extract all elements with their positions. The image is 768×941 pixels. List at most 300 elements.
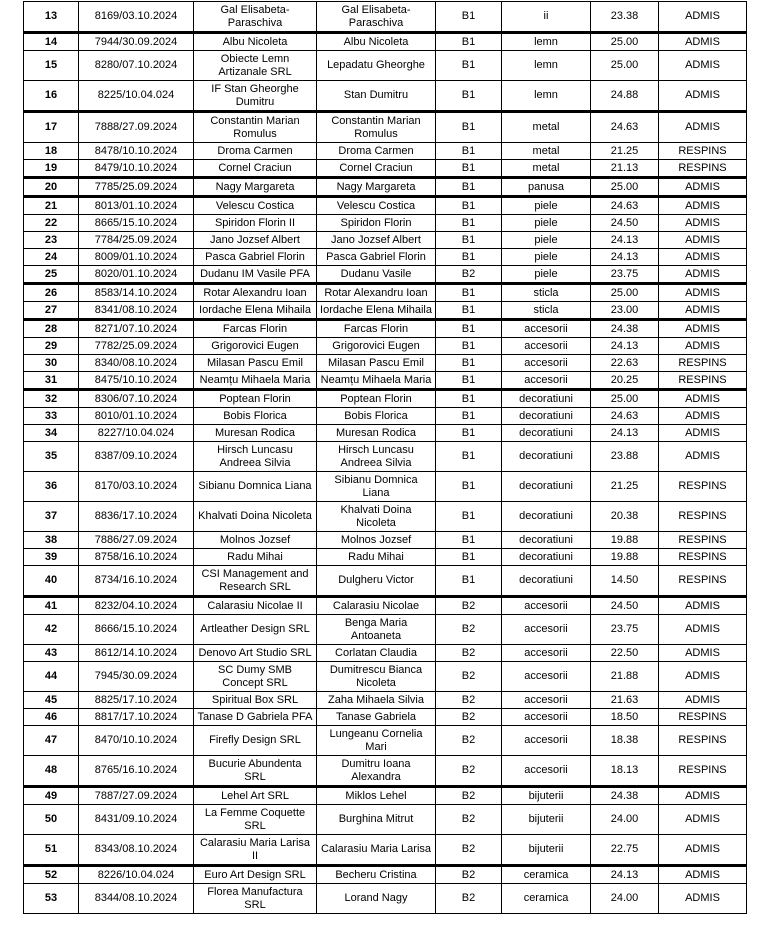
- registration-cell: 8306/07.10.2024: [79, 390, 194, 408]
- applicant-cell: Milasan Pascu Emil: [194, 355, 317, 372]
- table-row: [24, 355, 747, 372]
- section-cell: ceramica: [502, 866, 591, 884]
- registration-cell: 8734/16.10.2024: [79, 566, 194, 597]
- applicant-cell: Iordache Elena Mihaila: [194, 302, 317, 320]
- score-cell: 19.88: [591, 532, 659, 549]
- applicant-cell: Pasca Gabriel Florin: [194, 249, 317, 266]
- applicant-cell: Albu Nicoleta: [194, 33, 317, 51]
- registration-cell: 8431/09.10.2024: [79, 805, 194, 835]
- row-number-cell: 50: [24, 805, 79, 835]
- result-cell: RESPINS: [659, 143, 747, 160]
- section-cell: ii: [502, 2, 591, 33]
- score-cell: 24.38: [591, 320, 659, 338]
- section-cell: sticla: [502, 284, 591, 302]
- registration-cell: 8271/07.10.2024: [79, 320, 194, 338]
- result-cell: ADMIS: [659, 866, 747, 884]
- row-number-cell: 19: [24, 160, 79, 178]
- result-cell: ADMIS: [659, 2, 747, 33]
- registration-cell: 8470/10.10.2024: [79, 726, 194, 756]
- applicant-cell: Nagy Margareta: [194, 178, 317, 197]
- registration-cell: 8341/08.10.2024: [79, 302, 194, 320]
- category-cell: B2: [436, 884, 502, 914]
- applicant-cell: Dudanu IM Vasile PFA: [194, 266, 317, 284]
- registration-cell: 8387/09.10.2024: [79, 442, 194, 472]
- score-cell: 23.38: [591, 2, 659, 33]
- row-number-cell: 43: [24, 645, 79, 662]
- registration-cell: 8817/17.10.2024: [79, 709, 194, 726]
- applicant-cell: Rotar Alexandru Ioan: [194, 284, 317, 302]
- result-cell: ADMIS: [659, 692, 747, 709]
- representative-cell: Sibianu Domnica Liana: [317, 472, 436, 502]
- table-row: [24, 249, 747, 266]
- section-cell: metal: [502, 112, 591, 143]
- applicant-cell: Neamțu Mihaela Maria: [194, 372, 317, 390]
- section-cell: decoratiuni: [502, 442, 591, 472]
- score-cell: 14.50: [591, 566, 659, 597]
- score-cell: 22.50: [591, 645, 659, 662]
- table-row: [24, 472, 747, 502]
- table-row: [24, 215, 747, 232]
- category-cell: B2: [436, 866, 502, 884]
- applicant-cell: Sibianu Domnica Liana: [194, 472, 317, 502]
- result-cell: RESPINS: [659, 472, 747, 502]
- registration-cell: 7886/27.09.2024: [79, 532, 194, 549]
- representative-cell: Zaha Mihaela Silvia: [317, 692, 436, 709]
- section-cell: piele: [502, 215, 591, 232]
- table-row: [24, 615, 747, 645]
- applicant-cell: Droma Carmen: [194, 143, 317, 160]
- result-cell: RESPINS: [659, 549, 747, 566]
- row-number-cell: 29: [24, 338, 79, 355]
- category-cell: B1: [436, 33, 502, 51]
- category-cell: B1: [436, 472, 502, 502]
- category-cell: B2: [436, 615, 502, 645]
- score-cell: 23.75: [591, 266, 659, 284]
- result-cell: ADMIS: [659, 266, 747, 284]
- category-cell: B1: [436, 390, 502, 408]
- category-cell: B1: [436, 2, 502, 33]
- category-cell: B1: [436, 532, 502, 549]
- row-number-cell: 22: [24, 215, 79, 232]
- representative-cell: Gal Elisabeta-Paraschiva: [317, 2, 436, 33]
- representative-cell: Stan Dumitru: [317, 81, 436, 112]
- category-cell: B2: [436, 692, 502, 709]
- score-cell: 21.25: [591, 143, 659, 160]
- row-number-cell: 48: [24, 756, 79, 787]
- table-row: [24, 81, 747, 112]
- registration-cell: 8227/10.04.024: [79, 425, 194, 442]
- registration-cell: 8612/14.10.2024: [79, 645, 194, 662]
- registration-cell: 8344/08.10.2024: [79, 884, 194, 914]
- score-cell: 24.13: [591, 425, 659, 442]
- applicant-cell: Grigorovici Eugen: [194, 338, 317, 355]
- section-cell: accesorii: [502, 597, 591, 615]
- score-cell: 24.13: [591, 249, 659, 266]
- representative-cell: Spiridon Florin: [317, 215, 436, 232]
- section-cell: decoratiuni: [502, 408, 591, 425]
- row-number-cell: 13: [24, 2, 79, 33]
- section-cell: decoratiuni: [502, 390, 591, 408]
- representative-cell: Neamțu Mihaela Maria: [317, 372, 436, 390]
- registration-cell: 8020/01.10.2024: [79, 266, 194, 284]
- representative-cell: Molnos Jozsef: [317, 532, 436, 549]
- table-row: [24, 866, 747, 884]
- result-cell: ADMIS: [659, 425, 747, 442]
- section-cell: decoratiuni: [502, 532, 591, 549]
- registration-cell: 8169/03.10.2024: [79, 2, 194, 33]
- applicant-cell: Florea Manufactura SRL: [194, 884, 317, 914]
- category-cell: B1: [436, 232, 502, 249]
- representative-cell: Benga Maria Antoaneta: [317, 615, 436, 645]
- registration-cell: 8343/08.10.2024: [79, 835, 194, 866]
- section-cell: piele: [502, 232, 591, 249]
- table-row: [24, 787, 747, 805]
- result-cell: ADMIS: [659, 615, 747, 645]
- result-cell: ADMIS: [659, 835, 747, 866]
- registration-cell: 8665/15.10.2024: [79, 215, 194, 232]
- category-cell: B1: [436, 197, 502, 215]
- row-number-cell: 42: [24, 615, 79, 645]
- row-number-cell: 27: [24, 302, 79, 320]
- table-row: [24, 884, 747, 914]
- section-cell: sticla: [502, 302, 591, 320]
- result-cell: ADMIS: [659, 33, 747, 51]
- category-cell: B2: [436, 835, 502, 866]
- category-cell: B2: [436, 726, 502, 756]
- result-cell: ADMIS: [659, 197, 747, 215]
- applicant-cell: IF Stan Gheorghe Dumitru: [194, 81, 317, 112]
- section-cell: accesorii: [502, 692, 591, 709]
- row-number-cell: 49: [24, 787, 79, 805]
- row-number-cell: 21: [24, 197, 79, 215]
- result-cell: RESPINS: [659, 756, 747, 787]
- result-cell: ADMIS: [659, 112, 747, 143]
- table-row: [24, 532, 747, 549]
- score-cell: 23.88: [591, 442, 659, 472]
- applicant-cell: Denovo Art Studio SRL: [194, 645, 317, 662]
- result-cell: RESPINS: [659, 566, 747, 597]
- table-row: [24, 232, 747, 249]
- result-cell: RESPINS: [659, 726, 747, 756]
- row-number-cell: 51: [24, 835, 79, 866]
- applicant-cell: CSI Management and Research SRL: [194, 566, 317, 597]
- table-row: [24, 390, 747, 408]
- result-cell: ADMIS: [659, 805, 747, 835]
- score-cell: 21.63: [591, 692, 659, 709]
- registration-cell: 7782/25.09.2024: [79, 338, 194, 355]
- applicant-cell: Obiecte Lemn Artizanale SRL: [194, 51, 317, 81]
- result-cell: ADMIS: [659, 338, 747, 355]
- representative-cell: Muresan Rodica: [317, 425, 436, 442]
- row-number-cell: 30: [24, 355, 79, 372]
- registration-cell: 8836/17.10.2024: [79, 502, 194, 532]
- applicant-cell: Jano Jozsef Albert: [194, 232, 317, 249]
- registration-cell: 8478/10.10.2024: [79, 143, 194, 160]
- score-cell: 18.13: [591, 756, 659, 787]
- table-row: [24, 2, 747, 33]
- table-row: [24, 502, 747, 532]
- row-number-cell: 33: [24, 408, 79, 425]
- representative-cell: Poptean Florin: [317, 390, 436, 408]
- table-row: [24, 302, 747, 320]
- applicant-cell: SC Dumy SMB Concept SRL: [194, 662, 317, 692]
- score-cell: 20.38: [591, 502, 659, 532]
- row-number-cell: 28: [24, 320, 79, 338]
- category-cell: B2: [436, 266, 502, 284]
- row-number-cell: 24: [24, 249, 79, 266]
- score-cell: 20.25: [591, 372, 659, 390]
- result-cell: ADMIS: [659, 178, 747, 197]
- score-cell: 23.00: [591, 302, 659, 320]
- score-cell: 24.63: [591, 112, 659, 143]
- score-cell: 18.50: [591, 709, 659, 726]
- score-cell: 25.00: [591, 178, 659, 197]
- representative-cell: Dumitru Ioana Alexandra: [317, 756, 436, 787]
- table-row: [24, 645, 747, 662]
- applicant-cell: Artleather Design SRL: [194, 615, 317, 645]
- row-number-cell: 39: [24, 549, 79, 566]
- table-row: [24, 112, 747, 143]
- section-cell: decoratiuni: [502, 549, 591, 566]
- score-cell: 24.13: [591, 232, 659, 249]
- applicant-cell: Bucurie Abundenta SRL: [194, 756, 317, 787]
- section-cell: piele: [502, 249, 591, 266]
- result-cell: ADMIS: [659, 284, 747, 302]
- representative-cell: Velescu Costica: [317, 197, 436, 215]
- registration-cell: 8583/14.10.2024: [79, 284, 194, 302]
- result-cell: ADMIS: [659, 390, 747, 408]
- score-cell: 22.75: [591, 835, 659, 866]
- table-row: [24, 835, 747, 866]
- result-cell: ADMIS: [659, 884, 747, 914]
- score-cell: 24.50: [591, 215, 659, 232]
- result-cell: ADMIS: [659, 597, 747, 615]
- row-number-cell: 16: [24, 81, 79, 112]
- section-cell: bijuterii: [502, 835, 591, 866]
- row-number-cell: 40: [24, 566, 79, 597]
- row-number-cell: 31: [24, 372, 79, 390]
- representative-cell: Cornel Craciun: [317, 160, 436, 178]
- result-cell: ADMIS: [659, 408, 747, 425]
- section-cell: accesorii: [502, 615, 591, 645]
- table-row: [24, 726, 747, 756]
- table-row: [24, 692, 747, 709]
- registration-cell: 8226/10.04.024: [79, 866, 194, 884]
- row-number-cell: 45: [24, 692, 79, 709]
- category-cell: B1: [436, 320, 502, 338]
- applicant-cell: Cornel Craciun: [194, 160, 317, 178]
- registration-cell: 7945/30.09.2024: [79, 662, 194, 692]
- score-cell: 24.63: [591, 408, 659, 425]
- applicant-cell: Lehel Art SRL: [194, 787, 317, 805]
- row-number-cell: 41: [24, 597, 79, 615]
- applicant-cell: Hirsch Luncasu Andreea Silvia: [194, 442, 317, 472]
- registration-cell: 8825/17.10.2024: [79, 692, 194, 709]
- score-cell: 24.63: [591, 197, 659, 215]
- section-cell: accesorii: [502, 320, 591, 338]
- registration-cell: 8009/01.10.2024: [79, 249, 194, 266]
- score-cell: 21.88: [591, 662, 659, 692]
- applicant-cell: Constantin Marian Romulus: [194, 112, 317, 143]
- result-cell: ADMIS: [659, 302, 747, 320]
- representative-cell: Lorand Nagy: [317, 884, 436, 914]
- row-number-cell: 37: [24, 502, 79, 532]
- category-cell: B1: [436, 502, 502, 532]
- result-cell: ADMIS: [659, 215, 747, 232]
- score-cell: 18.38: [591, 726, 659, 756]
- registration-cell: 8666/15.10.2024: [79, 615, 194, 645]
- result-cell: RESPINS: [659, 160, 747, 178]
- category-cell: B2: [436, 597, 502, 615]
- score-cell: 23.75: [591, 615, 659, 645]
- representative-cell: Pasca Gabriel Florin: [317, 249, 436, 266]
- representative-cell: Hirsch Luncasu Andreea Silvia: [317, 442, 436, 472]
- registration-cell: 8010/01.10.2024: [79, 408, 194, 425]
- category-cell: B1: [436, 425, 502, 442]
- section-cell: bijuterii: [502, 805, 591, 835]
- category-cell: B1: [436, 566, 502, 597]
- representative-cell: Farcas Florin: [317, 320, 436, 338]
- category-cell: B1: [436, 302, 502, 320]
- table-row: [24, 178, 747, 197]
- representative-cell: Calarasiu Maria Larisa: [317, 835, 436, 866]
- score-cell: 19.88: [591, 549, 659, 566]
- row-number-cell: 46: [24, 709, 79, 726]
- registration-cell: 8225/10.04.024: [79, 81, 194, 112]
- category-cell: B1: [436, 160, 502, 178]
- table-row: [24, 197, 747, 215]
- category-cell: B1: [436, 112, 502, 143]
- representative-cell: Dumitrescu Bianca Nicoleta: [317, 662, 436, 692]
- section-cell: piele: [502, 266, 591, 284]
- table-row: [24, 320, 747, 338]
- category-cell: B2: [436, 645, 502, 662]
- section-cell: accesorii: [502, 709, 591, 726]
- applicant-cell: Tanase D Gabriela PFA: [194, 709, 317, 726]
- representative-cell: Dudanu Vasile: [317, 266, 436, 284]
- applicant-cell: Molnos Jozsef: [194, 532, 317, 549]
- applicant-cell: Spiritual Box SRL: [194, 692, 317, 709]
- registration-cell: 8765/16.10.2024: [79, 756, 194, 787]
- row-number-cell: 36: [24, 472, 79, 502]
- representative-cell: Burghina Mitrut: [317, 805, 436, 835]
- score-cell: 21.25: [591, 472, 659, 502]
- table-row: [24, 549, 747, 566]
- score-cell: 24.88: [591, 81, 659, 112]
- table-row: [24, 805, 747, 835]
- score-cell: 24.38: [591, 787, 659, 805]
- table-row: [24, 756, 747, 787]
- registration-cell: 8232/04.10.2024: [79, 597, 194, 615]
- table-row: [24, 597, 747, 615]
- table-row: [24, 143, 747, 160]
- score-cell: 25.00: [591, 284, 659, 302]
- table-row: [24, 51, 747, 81]
- score-cell: 24.00: [591, 884, 659, 914]
- section-cell: piele: [502, 197, 591, 215]
- registration-cell: 7784/25.09.2024: [79, 232, 194, 249]
- representative-cell: Bobis Florica: [317, 408, 436, 425]
- representative-cell: Lepadatu Gheorghe: [317, 51, 436, 81]
- category-cell: B1: [436, 215, 502, 232]
- applicant-cell: Velescu Costica: [194, 197, 317, 215]
- row-number-cell: 20: [24, 178, 79, 197]
- representative-cell: Corlatan Claudia: [317, 645, 436, 662]
- section-cell: accesorii: [502, 372, 591, 390]
- registration-cell: 7887/27.09.2024: [79, 787, 194, 805]
- table-row: [24, 408, 747, 425]
- category-cell: B2: [436, 662, 502, 692]
- table-row: [24, 372, 747, 390]
- section-cell: ceramica: [502, 884, 591, 914]
- table-row: [24, 425, 747, 442]
- score-cell: 21.13: [591, 160, 659, 178]
- section-cell: decoratiuni: [502, 566, 591, 597]
- category-cell: B1: [436, 355, 502, 372]
- row-number-cell: 26: [24, 284, 79, 302]
- representative-cell: Calarasiu Nicolae: [317, 597, 436, 615]
- section-cell: accesorii: [502, 355, 591, 372]
- result-cell: RESPINS: [659, 355, 747, 372]
- row-number-cell: 18: [24, 143, 79, 160]
- representative-cell: Dulgheru Victor: [317, 566, 436, 597]
- applicant-cell: Firefly Design SRL: [194, 726, 317, 756]
- results-table-body: [24, 2, 747, 914]
- registration-cell: 8013/01.10.2024: [79, 197, 194, 215]
- representative-cell: Albu Nicoleta: [317, 33, 436, 51]
- category-cell: B1: [436, 338, 502, 355]
- row-number-cell: 53: [24, 884, 79, 914]
- row-number-cell: 34: [24, 425, 79, 442]
- representative-cell: Radu Mihai: [317, 549, 436, 566]
- table-row: [24, 662, 747, 692]
- section-cell: bijuterii: [502, 787, 591, 805]
- representative-cell: Droma Carmen: [317, 143, 436, 160]
- representative-cell: Nagy Margareta: [317, 178, 436, 197]
- result-cell: ADMIS: [659, 442, 747, 472]
- score-cell: 25.00: [591, 51, 659, 81]
- table-row: [24, 442, 747, 472]
- section-cell: metal: [502, 143, 591, 160]
- applicant-cell: Euro Art Design SRL: [194, 866, 317, 884]
- representative-cell: Rotar Alexandru Ioan: [317, 284, 436, 302]
- category-cell: B1: [436, 143, 502, 160]
- result-cell: ADMIS: [659, 81, 747, 112]
- registration-cell: 7888/27.09.2024: [79, 112, 194, 143]
- category-cell: B1: [436, 549, 502, 566]
- applicant-cell: Muresan Rodica: [194, 425, 317, 442]
- result-cell: RESPINS: [659, 709, 747, 726]
- registration-cell: 7785/25.09.2024: [79, 178, 194, 197]
- registration-cell: 8280/07.10.2024: [79, 51, 194, 81]
- category-cell: B2: [436, 756, 502, 787]
- score-cell: 25.00: [591, 33, 659, 51]
- result-cell: RESPINS: [659, 532, 747, 549]
- table-row: [24, 160, 747, 178]
- category-cell: B2: [436, 709, 502, 726]
- representative-cell: Miklos Lehel: [317, 787, 436, 805]
- category-cell: B1: [436, 284, 502, 302]
- registration-cell: 8758/16.10.2024: [79, 549, 194, 566]
- result-cell: ADMIS: [659, 249, 747, 266]
- applicant-cell: Khalvati Doina Nicoleta: [194, 502, 317, 532]
- result-cell: ADMIS: [659, 51, 747, 81]
- section-cell: lemn: [502, 81, 591, 112]
- representative-cell: Constantin Marian Romulus: [317, 112, 436, 143]
- row-number-cell: 47: [24, 726, 79, 756]
- row-number-cell: 25: [24, 266, 79, 284]
- score-cell: 24.13: [591, 338, 659, 355]
